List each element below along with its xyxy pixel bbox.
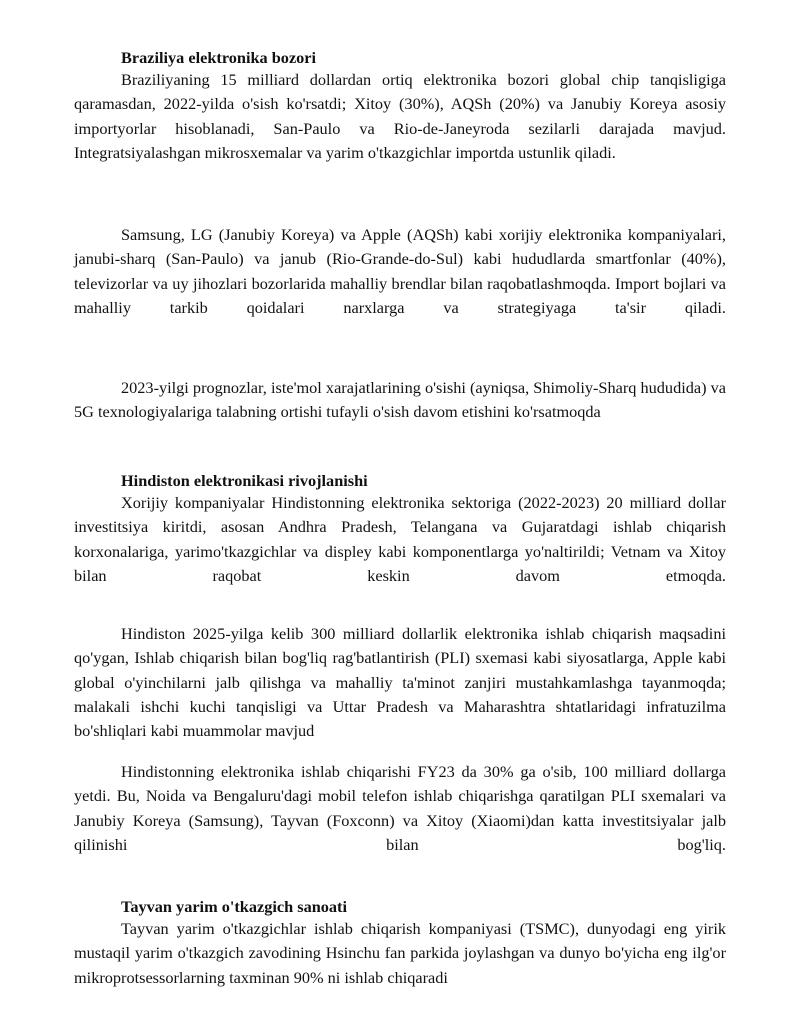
india-paragraph-2: Hindiston 2025-yilga kelib 300 milliard dollarlik elektronika ishlab chiqarish maqsadini qo'ygan, Ishlab chiqarish bilan bog'liq rag'batlantirish (PLI) sxemasi kabi siyosatlarga, Apple kabi global o'yinchilarni jalb qilishga va mahalliy ta'minot zanjiri mustahkamlashga tayanmoqda; malakali ishchi kuchi tanqisligi va Uttar Pradesh va Maharashtra shtatlaridagi infratuzilma bo'shliqlari kabi muammolar mavjud [74, 624, 726, 741]
india-paragraph-1: Xorijiy kompaniyalar Hindistonning elektronika sektoriga (2022-2023) 20 milliard dollar investitsiya kiritdi, asosan Andhra Pradesh, Telangana va Gujaratdagi ishlab chiqarish korxonalariga, yarimo'tkazgichlar va displey kabi komponentlarga yo'naltirildi; Vetnam va Xitoy bilan raqobat keskin davom etmoqda. [74, 493, 726, 585]
brazil-paragraph-3: 2023-yilgi prognozlar, iste'mol xarajatlarining o'sishi (ayniqsa, Shimoliy-Sharq hududida) va 5G texnologiyalariga talabning ortishi tufayli o'sish davom etishini ko'rsatmoqda [74, 378, 726, 422]
taiwan-paragraph-1: Tayvan yarim o'tkazgichlar ishlab chiqarish kompaniyasi (TSMC), dunyodagi eng yirik mustaqil yarim o'tkazgich zavodining Hsinchu fan parkida joylashgan va dunyo bo'yicha eng ilg'or mikroprotsessorlarning taxminan 90% ni ishlab chiqaradi [74, 919, 726, 987]
section-heading-india: Hindiston elektronikasi rivojlanishi [121, 471, 368, 490]
section-heading-taiwan: Tayvan yarim o'tkazgich sanoati [121, 897, 347, 916]
brazil-paragraph-1: Braziliyaning 15 milliard dollardan ortiq elektronika bozori global chip tanqisligiga qaramasdan, 2022-yilda o'sish ko'rsatdi; Xitoy (30%), AQSh (20%) va Janubiy Koreya asosiy importyorlar hisoblanadi, San-Paulo va Rio-de-Janeyroda sezilarli darajada mavjud. Integratsiyalashgan mikrosxemalar va yarim o'tkazgichlar importda ustunlik qiladi. [74, 70, 726, 162]
section-heading-brazil: Braziliya elektronika bozori [121, 48, 317, 67]
india-paragraph-3: Hindistonning elektronika ishlab chiqarishi FY23 da 30% ga o'sib, 100 milliard dollarga yetdi. Bu, Noida va Bengaluru'dagi mobil telefon ishlab chiqarishga qaratilgan PLI sxemalari va Janubiy Koreya (Samsung), Tayvan (Foxconn) va Xitoy (Xiaomi)dan katta investitsiyalar jalb qilinishi bilan bog'liq. [74, 762, 726, 854]
brazil-paragraph-2: Samsung, LG (Janubiy Koreya) va Apple (AQSh) kabi xorijiy elektronika kompaniyalari, janubi-sharq (San-Paulo) va janub (Rio-Grande-do-Sul) kabi hududlarda smartfonlar (40%), televizorlar va uy jihozlari bozorlarida mahalliy brendlar bilan raqobatlashmoqda. Import bojlari va mahalliy tarkib qoidalari narxlarga va strategiyaga ta'sir qiladi. [74, 225, 726, 317]
